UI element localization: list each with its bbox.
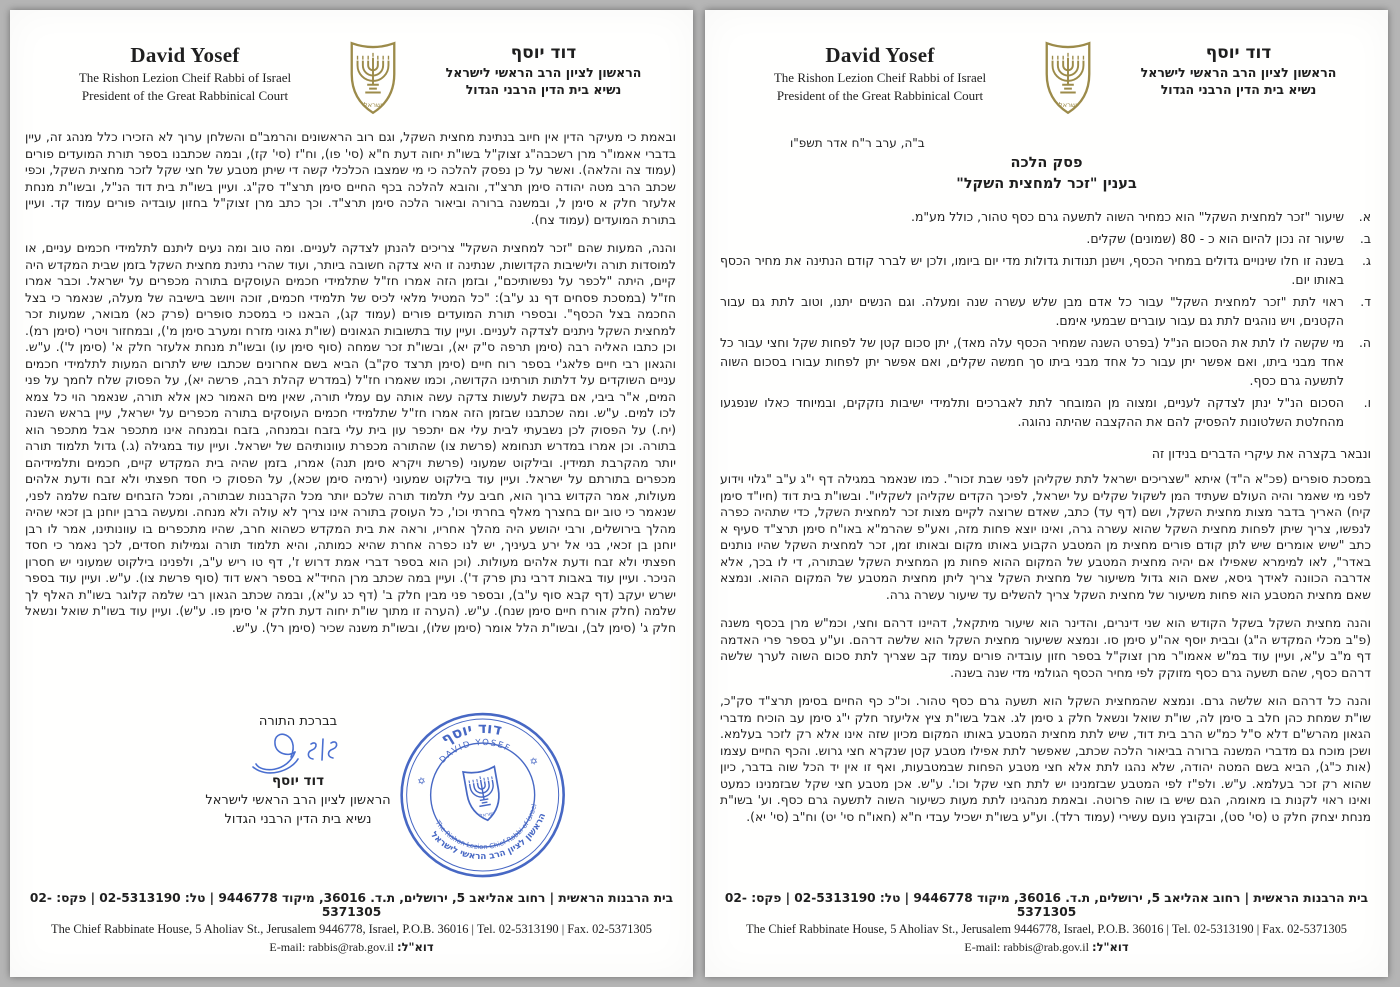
letterhead-hebrew [1131,43,1346,97]
ruling-item [720,292,1371,330]
footer-address-hebrew: בית הרבנות הראשית | רחוב אהליאב 5, ירושלים, ת.ד. 36016, מיקוד 9446778 | טל: 02-5313190 | פקס: 02-5371305 [724,891,1369,919]
israel-emblem-icon [1038,39,1098,117]
item-letter: ג. [1361,253,1371,269]
svg-text:DAVID YOSEF: DAVID YOSEF [437,737,513,766]
rabbi-name-hebrew: דוד יוסף [510,43,577,63]
page1-body-text [720,471,1371,825]
page2-body-text [10,129,693,636]
rabbi-name-hebrew: דוד יוסף [1205,43,1272,63]
signer-title2: נשיא בית הדין הרבני הגדול [224,812,372,827]
ruling-item [720,251,1371,289]
footer-email [10,940,693,955]
letterhead [10,10,693,117]
letterhead-english [60,43,310,104]
rabbi-name-english: David Yosef [825,43,935,67]
rabbi-title1-hebrew: הראשון לציון הרב הראשי לישראל [445,65,642,80]
signer-name: דוד יוסף [271,773,325,789]
svg-text:דוד יוסף: דוד יוסף [438,718,504,749]
rabbi-title2-english: President of the Great Rabbinical Court [776,88,984,103]
svg-text:The Rishon Lezion Chief Rabbi: The Rishon Lezion Chief Rabbi of Israel [433,803,539,852]
page-footer [10,891,693,955]
rabbi-name-english: David Yosef [130,43,240,67]
signature-block [178,714,418,827]
rabbi-title1-english: The Rishon Lezion Cheif Rabbi of Israel [78,70,292,85]
body-paragraph: והנה מחצית השקל בשקל הקודש הוא שני דינרים, והדינר הוא שיעור מיתקאל, דהיינו דרהם וחצי, וכמ"ש מרן בכסף משנה (פ"ב מכלי המקדש ה"ג) ובבית יוסף אה"ע סימן סו. ונמצא ששיעור מחצית השקל הוא שלשה דרהם. וע"ע בספר פרי האדמה דף מ"ב ע"א, ועיין עוד במ"ש אאמו"ר מרן זצוק"ל בספר חזון עובדיה פורים עמוד קב שצריך לתת סכום השוה לערך שלשה דרהם כסף, שהם תשעה גרם כסף מזוקק לפי מחיר הכסף הגולמי מדי שנה בשנה. [720,616,1371,680]
item-letter: ה. [1358,335,1371,351]
ruling-item [720,207,1371,226]
footer-address-hebrew: בית הרבנות הראשית | רחוב אהליאב 5, ירושלים, ת.ד. 36016, מיקוד 9446778 | טל: 02-5313190 | פקס: 02-5371305 [29,891,674,919]
rabbi-title2-hebrew: נשיא בית הדין הרבני הגדול [465,82,622,97]
footer-address-english: The Chief Rabbinate House, 5 Aholiav St., Jerusalem 9446778, Israel, P.O.B. 36016 | Tel. 02-5313190 | Fax. 02-5371305 [51,922,652,936]
item-text: מי שקשה לו לתת את הסכום הנ"ל (בפרט השנה שמחיר הכסף עלה מאד), יתן סכום קטן של לפחות שקל וחצי עבור כל אחד מבני ביתו, ואם אפשר יתן עבור כל אחד מבני ביתו סך חמשה שקלים, ואם אפשר יתן לפחות עבורו בסכום השוה לתשעה גרם כסף. [720,335,1344,389]
item-letter: א. [1358,209,1371,225]
title-line2: בענין "זכר למחצית השקל" [956,176,1137,193]
title-line1: פסק הלכה [1010,155,1083,171]
page-footer [705,891,1388,955]
footer-address-english: The Chief Rabbinate House, 5 Aholiav St., Jerusalem 9446778, Israel, P.O.B. 36016 | Tel. 02-5313190 | Fax. 02-5371305 [746,922,1347,936]
item-text: שיעור "זכר למחצית השקל" הוא כמחיר השוה לתשעה גרם כסף טהור, כולל מע"מ. [911,209,1344,225]
item-text: בשנה זו חלו שינויים גדולים במחיר הכסף, וישנן תנודות גדולות מדי יום ביומו, ולכן יש לברר קודם הנתינה את מחיר הכסף באותו יום. [720,253,1344,288]
closing-blessing: בברכת התורה [258,714,338,729]
email-label-hebrew: דוא"ל: [1091,940,1129,954]
ruling-items [720,207,1371,431]
svg-text:הראשון לציון הרב הראשי לישראל: הראשון לציון הרב הראשי לישראל [428,811,549,863]
document-page-2 [10,10,693,977]
document-page-1 [705,10,1388,977]
ruling-item [720,333,1371,390]
letterhead-english [755,43,1005,104]
body-paragraph: במסכת סופרים (פכ"א ה"ד) איתא "שצריכים ישראל לתת שקליהן לפני שבת זכור". כמו שנאמר במגילה דף י"ג ע"ב "גלוי וידוע לפני מי שאמר והיה העולם שעתיד המן לשקול שקלים על ישראל, לפיכך הקדים שקליהן לשקליו". ובשו"ת בית דוד (חיו"ד סימן קיח) האריך בדבר מצות מחצית השקל, ושם (דף עד) כתב, שאדם שרוצה לקיים מצות זכר למחצית השקל, כדי שתהיה כפרה לנפשו, צריך שיתן לפחות מחצית השקל שהוא עשרה גרה, ואינו יוצא פחות מזה, ואע"פ שהרמ"א באו"ח סימן תרצ"ד סעיף א כתב "שיש אומרים שיש לתן קודם פורים מחצית מן המטבע הקבוע באותו מקום ובאותו זמן, זכר למחצית השקל שהיו נותנים באדר", לאו למימרא שאפילו אם יהיה מחצית המטבע של המקום ההוא פחות מן המחצית השקל שבתורה, די לו בכך, אלא אדרבה הכוונה לאידך גיסא, שאם הוא גדול משיעור של מחצית השקל צריך ליתן מחצית המטבע של המקום ההוא. ונמצא שאם מחצית המטבע הוא פחות משיעור של מחצית השקל צריך להשלים עד שיעור עשרה גרה. [720,472,1371,602]
ruling-item [720,393,1371,431]
letterhead [705,10,1388,117]
ruling-item [720,229,1371,248]
official-stamp-icon [384,697,582,898]
israel-emblem-icon [343,39,403,117]
body-paragraph: והנה כל דרהם הוא שלשה גרם. ונמצא שהמחצית השקל הוא תשעה גרם כסף טהור. וכ"כ כף החיים בסימן תרצ"ד סק"כ, שו"ת שמחת כהן חלב ב סימן לה, שו"ת שואל ונשאל חלק ג סימן לג. אבל בשו"ת ציץ אליעזר חלק י"ג סימן עב הוכיח מדברי הגאון מהרש"ם דלא ס"ל כמ"ש הרב בית דוד, שיש לתת מחצית המטבע באותו המקום מכיון שזה אינו אלא רק לזכר בעלמא. ושכן מוכח גם מדברי המשנה ברורה בביאור הלכה שכתב, שאפשר לתת אפילו מטבע קטן שנקרא חצי גרוש. והכף החיים עצמו (אות כ"ג), הביא בשם המטה יהודה, שלא נהגו לתת אלא חצי מטבע הפחות שבמטבעות, ואף זו אין יד הכל שוה בדבר, כיון שהוא רק זכר בעלמא. ע"ש. ולפ"ז לפי המטבע שבזמנינו יש לתת חצי שקל וכו'. ע"ש. אכן מטבע חצי שקל שבזמנינו כמעט ואינו ראוי לקנות בו מאומה, הגם שיש בו שוה פרוטה. ובאמת מנהגינו לתת מעות כשיעור השוה לתשעה גרם כסף. וע' בשו"ת מנחת יצחק חלק ט (סי' סט), ובקובץ נועם עשירי (עמוד רלד). וע"ע בשו"ת ישכיל עבדי ח"א (חאו"ח סי' יט) וח"ב (סי' יא). [720,694,1371,824]
handwritten-signature-icon [243,727,353,777]
signature-area [10,708,693,893]
item-letter: ב. [1359,231,1371,247]
signer-title1: הראשון לציון הרב הראשי לישראל [205,793,391,808]
footer-email [705,940,1388,955]
item-letter: ו. [1363,395,1371,411]
letterhead-hebrew [436,43,651,97]
svg-text:✡: ✡ [416,775,427,789]
rabbi-title2-english: President of the Great Rabbinical Court [81,88,289,103]
document-title [705,153,1388,195]
svg-text:✡: ✡ [528,755,540,769]
email-address: E-mail: rabbis@rab.gov.il [964,940,1089,954]
email-address: E-mail: rabbis@rab.gov.il [269,940,394,954]
item-text: שיעור זה נכון להיום הוא כ - 80 (שמונים) שקלים. [1086,231,1344,247]
rabbi-title2-hebrew: נשיא בית הדין הרבני הגדול [1160,82,1317,97]
item-letter: ד. [1360,294,1371,310]
body-paragraph: ובאמת כי מעיקר הדין אין חיוב בנתינת מחצית השקל, וגם רוב הראשונים והרמב"ם והשלחן ערוך לא הזכירו כלל מנהג זה, עיין בדברי אאמו"ר מרן רשכבה"ג זצוק"ל בשו"ת יחוה דעת ח"א (סי' פו), וח"ז (סי' קז), ובמה שכתבנו בספר תורת המועדים פורים (עמוד צה והלאה). ואשר על כן נפסק להלכה כי מי שמצבו הכלכלי קשה די שיתן מטבע של חצי שקל לזכר מחצית השקל, וכפי שכתב הרב מטה יהודה סימן תרצ"ד, והובא להלכה בכף החיים סימן תרצ"ד סק"ג. ועיין בשו"ת בית דוד הנ"ל, ובשו"ת מנחת אלעזר חלק א סימן ל, ובמשנה ברורה וביאור הלכה סימן תרצ"ד. וכך כתב מרן זצוק"ל בחזון עובדיה פורים עמוד קד. ועיין בתורת המועדים (עמוד צח). [25,130,676,227]
body-paragraph: והנה, המעות שהם "זכר למחצית השקל" צריכים להנתן לצדקה לעניים. ומה טוב ומה נעים ליתנם לתלמידי חכמים עניים, או למוסדות תורה ולישיבות הקדושות, שנתינה זו היא צדקה חשובה ביותר, ועוד שהרי נתינת מחצית השקל בזמן שבית המקדש היה קיים, היתה "לכפר על נפשותיכם", ובזמן הזה אמרו חז"ל שתלמידי חכמים העוסקים בתורה מכפרים על ישראל. וכבר אמרו חז"ל (במסכת פסחים דף נג ע"ב): "כל המטיל מלאי לכיס של תלמידי חכמים, זוכה ויושב בישיבה של מעלה, שנאמר כי בצל החכמה בצל הכסף". ובספרי תורת המועדים פורים (עמוד קג), הבאנו כי במסכת סופרים (פרק כא) מבואר, שמעות זכר למחצית השקל ניתנים לצדקה לעניים. ועיין עוד בתשובות הגאונים (שו"ת גאוני מזרח ומערב סימן מ'), ובמחזור ויטרי (סימן רמ). וכן כתבו האליה רבה (סימן תרפה ס"ק יא), ובשו"ת זכר שמחה (סוף סימן עו) ובשו"ת מנחת אלעזר חלק א' (סימן ל'). ע"ש. והגאון רבי חיים פלאג'י בספר רוח חיים (סימן תרצד סק"ב) הביא בשם אחרונים שכתבו שיש לתרום המעות לתלמידי חכמים עניים השוקדים על דלתות תורתינו הקדושה, וכמו שאמרו חז"ל (במדרש קהלת רבה, פרשה יא), על הפסוק שלח לחמך על פני המים, א"ר ביבי, אם בקשת לעשות צדקה עשה אותה עם עמלי תורה, שאין מים האמור כאן אלא תורה, שנאמר הוי כל צמא לכו למים. ע"ש. ומה שכתבנו שבזמן הזה אמרו חז"ל שתלמידי חכמים העוסקים בתורה מכפרים על ישראל, עיין בראש השנה (יח.) על הפסוק לכן נשבעתי לבית עלי אם יתכפר עון בית עלי בזבח ובמנחה, בזבח ובמנחה אינו מתכפר אבל מתכפר הוא בתורה. וכן אמרו במדרש תנחומא (פרשת צו) שהתורה מכפרת עוונותיהם של ישראל. ועיין עוד במגילה (ג.) גדול תלמוד תורה יותר מהקרבת תמידין. ובילקוט שמעוני (פרשת ויקרא סימן תנה) אמרו, בזמן שהיה בית המקדש קיים, חכמים ותלמידיהם מכפרים בתורתם על ישראל. ועיין עוד בילקוט שמעוני (ירמיה סימן שכא), על הפסוק כי חסד חפצתי ולא זבח ודעת אלהים מעולות, אמר הקדוש ברוך הוא, חביב עלי תלמוד תורה שלכם יותר מכל הקרבנות שבתורה, ומכל הזבחים שזבח שלמה לפני, שנאמר כי טוב יום בחצרך מאלף בחרתי וכו', כל העוסק בתורה אינו צריך לא עולה ולא מנחה. ומעשה ברבן יוחנן בן זכאי שהיה מהלך בירושלים, ורבי יהושע היה מהלך אחריו, וראה את בית המקדש כשהוא חרב, שהיו מתכפרים בו עוונותינו, אמר לו רבן יוחנן בן זכאי, בני אל ירע בעיניך, יש לנו כפרה אחרת שהיא כמותה, והיא תלמוד תורה וגמילות חסדים, לכך נאמר כי חסד חפצתי ולא זבח ודעת אלהים מעולות. (וכן הוא בספר דברי אמת דרוש ז', דף טו ריש ע"ב, ולפנינו בילקוט שמעוני יש חסרון הניכר. ועיין עוד באבות דרבי נתן פרק ד'). ועיין במה שכתב מרן החיד"א בספר ראש דוד (סוף פרשת צו). ע"ש. ועיין עוד בספר ישרש יעקב (דף קבא סוף ע"ב), ובספר פני מבין חלק ב' (דף כג ע"א), ובמה שכתב הגאון רבי שלמה קלוגר בשו"ת האלף לך שלמה (חלק אורח חיים סימן שנח). ע"ש. (הערה זו מתוך שו"ת יחוה דעת חלק א' סימן פו. ע"ש). ועיין עוד בשו"ת שואל ונשאל חלק ג' (סימן לב), ובשו"ת הלל אומר (סימן שלו), ובשו"ת משנה שכיר (סימן רל). ע"ש. [25,241,676,635]
intro-line: ונבאר בקצרה את עיקרי הדברים בנידון זה [1151,446,1371,462]
date-line: ב"ה, ערב ר"ח אדר תשפ"ו [790,136,925,150]
item-text: ראוי לתת "זכר למחצית השקל" עבור כל אדם מבן שלש עשרה שנה ומעלה. וגם הנשים יתנו, וטוב לתת גם עבור הקטנים, ויש נוהגים לתת גם עבור עוברים שבמעי אימם. [720,294,1344,329]
rabbi-title1-hebrew: הראשון לציון הרב הראשי לישראל [1140,65,1337,80]
item-text: הסכום הנ"ל ינתן לצדקה לעניים, ומצוה מן המובחר לתת לאברכים ותלמידי ישיבות נזקקים, ובמיוחד כאלו שנפגעו מהחלטת השלטונות להפסיק להם את ההקצבה שהיתה נהוגה. [720,395,1344,430]
rabbi-title1-english: The Rishon Lezion Cheif Rabbi of Israel [773,70,987,85]
email-label-hebrew: דוא"ל: [396,940,434,954]
